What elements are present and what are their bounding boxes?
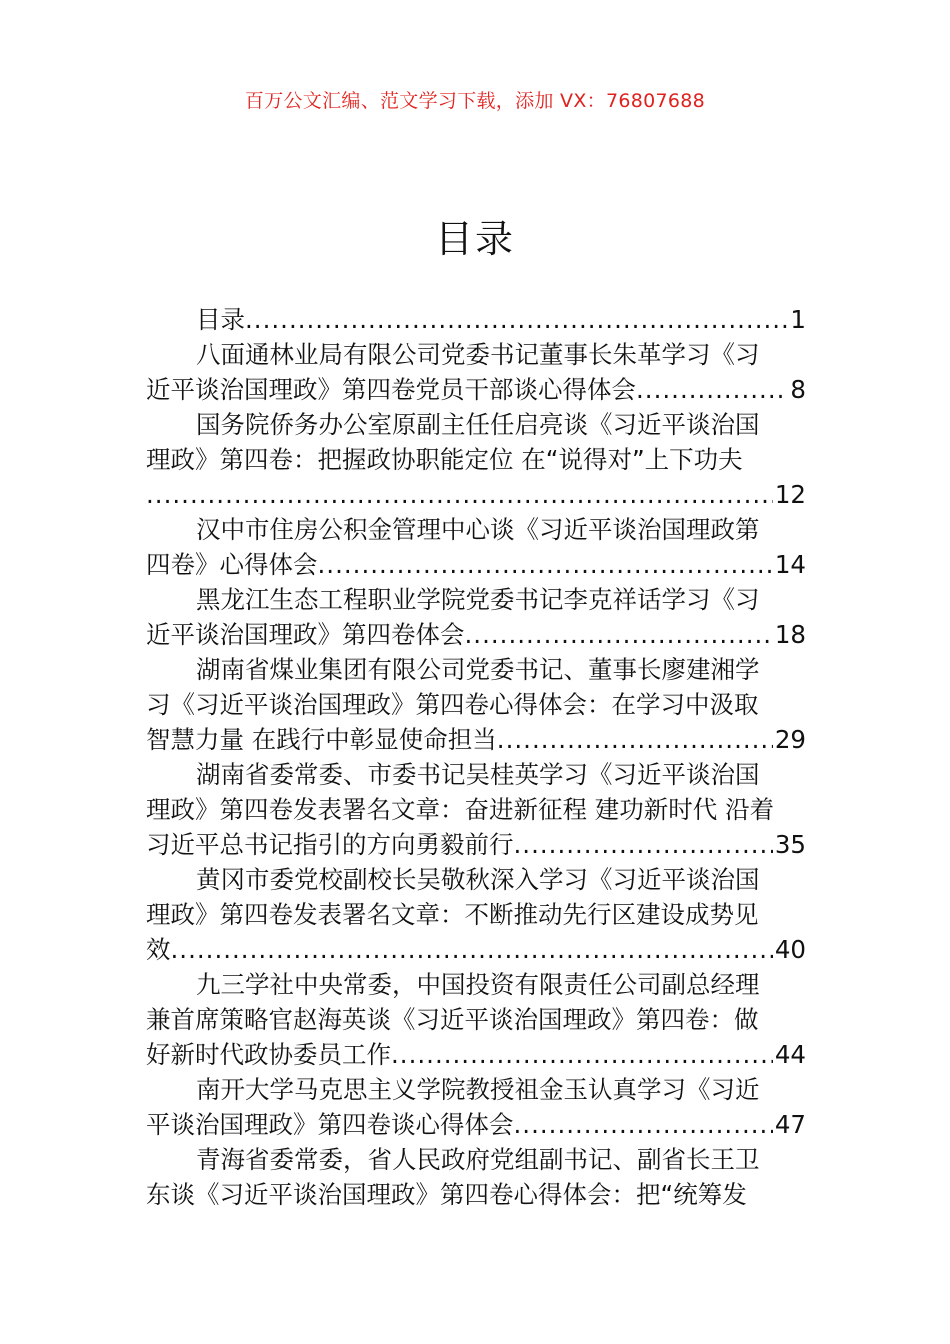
leader-dots [636, 372, 788, 407]
toc-entry[interactable] [146, 512, 806, 582]
toc-entry-text: 东谈《习近平谈治国理政》第四卷心得体会：把“统筹发 [146, 1180, 747, 1209]
leader-dots [497, 722, 773, 757]
toc-entry-text: 黑龙江生态工程职业学院党委书记李克祥话学习《习 [196, 585, 760, 614]
toc-entry-text: 八面通林业局有限公司党委书记董事长朱革学习《习 [196, 340, 760, 369]
toc-entry[interactable] [146, 1142, 806, 1212]
toc-page-number: 12 [774, 480, 806, 509]
toc-entry-text: 近平谈治国理政》第四卷党员干部谈心得体会 [146, 375, 636, 404]
leader-dots [514, 1107, 773, 1142]
toc-entry-text: 智慧力量 在践行中彰显使命担当 [146, 725, 497, 754]
toc-entry-text: 湖南省煤业集团有限公司党委书记、董事长廖建湘学 [196, 655, 760, 684]
header-banner: 百万公文汇编、范文学习下载，添加 VX：76807688 [244, 90, 706, 112]
toc-page-number: 47 [774, 1110, 806, 1139]
leader-dots [465, 617, 773, 652]
leader-dots [514, 827, 773, 862]
toc-page-number: 35 [774, 830, 806, 859]
leader-dots [171, 932, 773, 967]
toc-entry-text: 平谈治国理政》第四卷谈心得体会 [146, 1110, 514, 1139]
toc-entry-text: 汉中市住房公积金管理中心谈《习近平谈治国理政第 [196, 515, 760, 544]
toc-entry-text: 黄冈市委党校副校长吴敬秋深入学习《习近平谈治国 [196, 865, 760, 894]
leader-dots [391, 1037, 773, 1072]
toc-entry[interactable] [146, 582, 806, 652]
toc-entry-text: 南开大学马克思主义学院教授祖金玉认真学习《习近 [196, 1075, 760, 1104]
toc-entry-text: 国务院侨务办公室原副主任任启亮谈《习近平谈治国 [196, 410, 760, 439]
toc-entry[interactable] [146, 407, 806, 512]
toc-entry[interactable] [146, 652, 806, 757]
toc-page-number: 1 [790, 305, 806, 334]
toc-entry[interactable] [146, 862, 806, 967]
toc-entry[interactable] [146, 337, 806, 407]
toc-entry-text: 青海省委常委，省人民政府党组副书记、副省长王卫 [196, 1145, 760, 1174]
toc-entry[interactable] [146, 967, 806, 1072]
toc-entry[interactable] [146, 1072, 806, 1142]
toc-entry-text: 近平谈治国理政》第四卷体会 [146, 620, 465, 649]
toc-entry-text: 理政》第四卷：把握政协职能定位 在“说得对”上下功夫 [146, 445, 743, 474]
toc-entry[interactable] [146, 757, 806, 862]
toc-entry-text: 目录 [196, 305, 245, 334]
toc-entry[interactable] [146, 302, 806, 337]
toc-entry-text: 效 [146, 935, 171, 964]
toc-entry-text: 九三学社中央常委，中国投资有限责任公司副总经理 [196, 970, 760, 999]
toc-page-number: 14 [774, 550, 806, 579]
table-of-contents [146, 302, 806, 1212]
toc-entry-text: 理政》第四卷发表署名文章：奋进新征程 建功新时代 沿着 [146, 795, 775, 824]
page-title: 目录 [434, 217, 515, 261]
toc-entry-text: 习近平总书记指引的方向勇毅前行 [146, 830, 514, 859]
leader-dots [245, 302, 788, 337]
toc-page-number: 44 [774, 1040, 806, 1069]
toc-entry-text: 湖南省委常委、市委书记吴桂英学习《习近平谈治国 [196, 760, 760, 789]
toc-page-number: 40 [774, 935, 806, 964]
leader-dots [146, 477, 773, 512]
toc-entry-text: 习《习近平谈治国理政》第四卷心得体会：在学习中汲取 [146, 690, 759, 719]
toc-page-number: 18 [774, 620, 806, 649]
toc-page-number: 29 [774, 725, 806, 754]
toc-entry-text: 好新时代政协委员工作 [146, 1040, 391, 1069]
toc-entry-text: 理政》第四卷发表署名文章：不断推动先行区建设成势见 [146, 900, 759, 929]
toc-entry-text: 四卷》心得体会 [146, 550, 318, 579]
toc-entry-text: 兼首席策略官赵海英谈《习近平谈治国理政》第四卷：做 [146, 1005, 759, 1034]
toc-page-number: 8 [790, 375, 806, 404]
leader-dots [318, 547, 773, 582]
